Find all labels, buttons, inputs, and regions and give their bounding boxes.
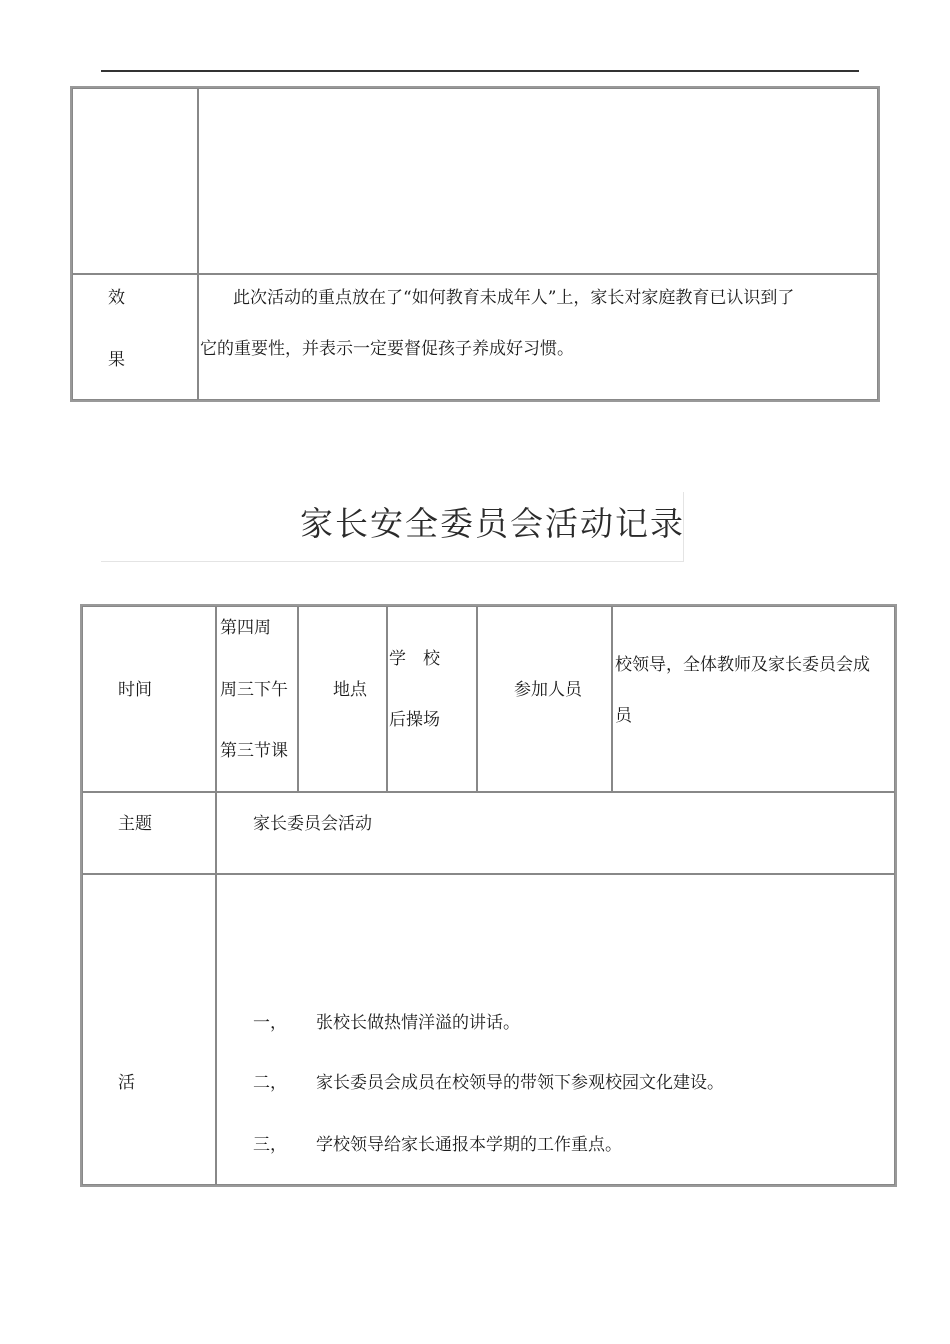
activity-item-text: 张校长做热情洋溢的讲话。 [316,1013,520,1033]
participants-label: 参加人员 [514,680,582,700]
topic-value: 家长委员会活动 [253,814,372,834]
activity-label: 活 [118,1073,135,1093]
time-value-line-3: 第三节课 [220,741,288,761]
table-cell-effect-label [72,274,198,400]
participants-value-line-1: 校领导，全体教师及家长委员会成 [615,655,870,675]
time-value-line-2: 周三下午 [220,680,288,700]
activity-item-text: 家长委员会成员在校领导的带领下参观校园文化建设。 [316,1073,724,1093]
place-value-line-1: 学 校 [389,649,440,669]
cell-place-value [387,606,477,792]
activity-item-num: 二， [253,1073,287,1093]
cell-participants-value [612,606,895,792]
effect-text-line-2: 它的重要性，并表示一定要督促孩子养成好习惯。 [200,339,574,359]
activity-item-text: 学校领导给家长通报本学期的工作重点。 [316,1135,622,1155]
place-value-line-2: 后操场 [389,710,440,730]
table-cell-empty-content [198,88,878,274]
place-label: 地点 [333,680,367,700]
header-rule [101,70,859,72]
participants-value-line-2: 员 [615,706,632,726]
cell-activity-label [82,874,216,1185]
effect-label-char-1: 效 [108,288,125,308]
effect-label-char-2: 果 [108,350,125,370]
effect-text-line-1: 此次活动的重点放在了“如何教育未成年人”上，家长对家庭教育已认识到了 [233,288,795,308]
activity-item-num: 三， [253,1135,287,1155]
time-label: 时间 [118,680,152,700]
page-title: 家长安全委员会活动记录 [300,504,685,543]
table-cell-empty-label [72,88,198,274]
title-box [101,492,684,562]
time-value-line-1: 第四周 [220,618,271,638]
topic-label: 主题 [118,814,152,834]
activity-item-num: 一， [253,1013,287,1033]
